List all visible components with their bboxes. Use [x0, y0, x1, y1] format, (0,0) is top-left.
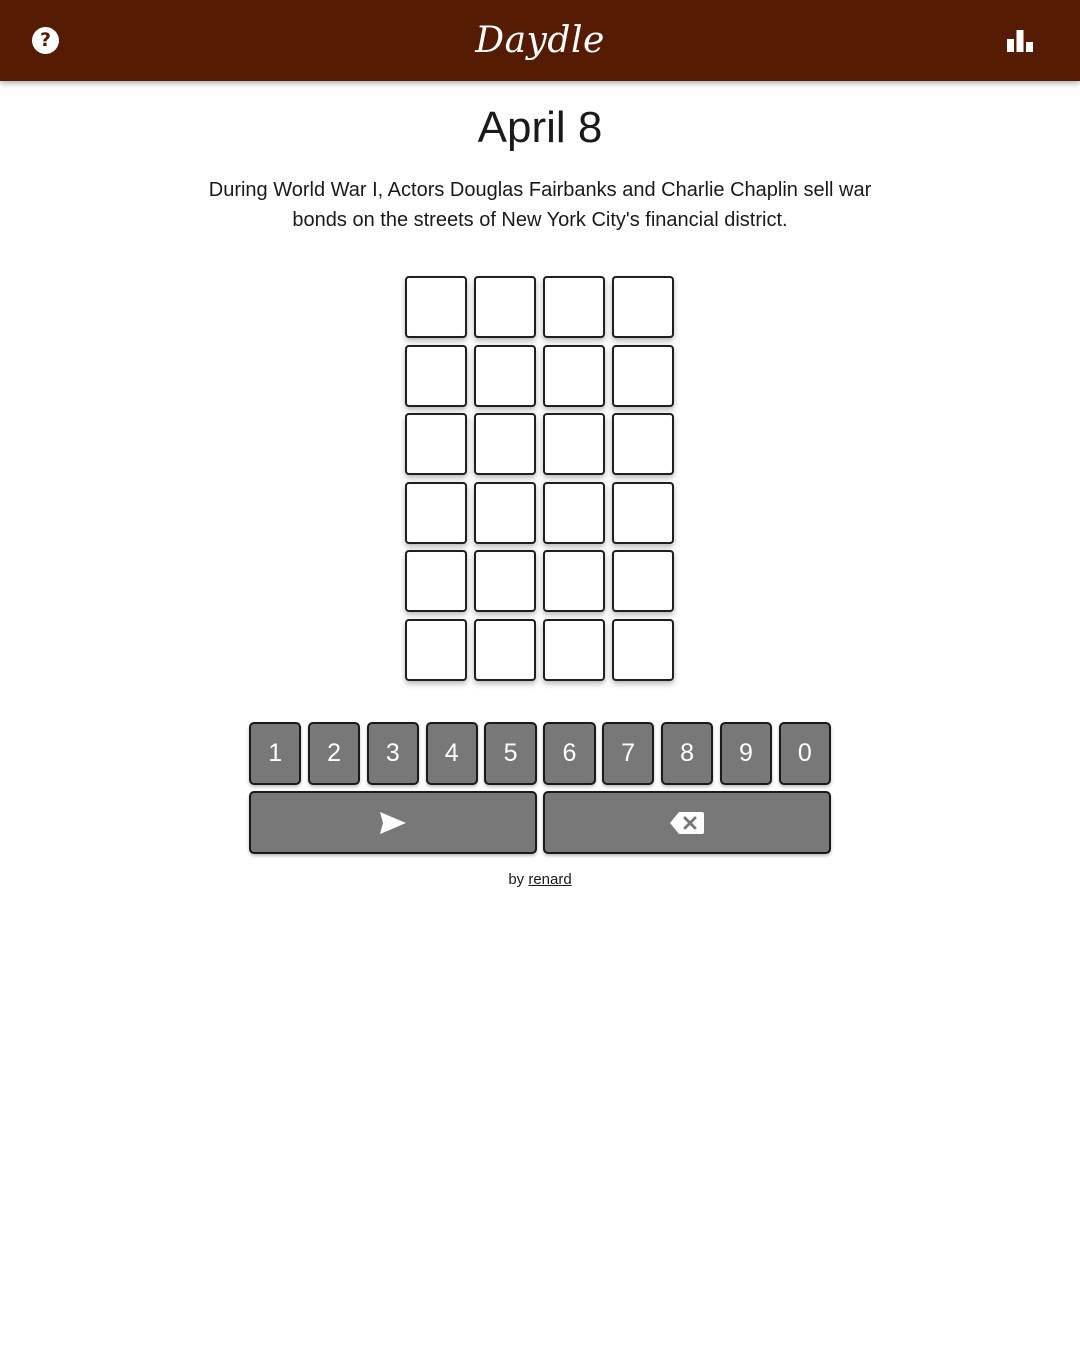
- app-header: [0, 0, 1080, 81]
- digit-key-9[interactable]: 9: [720, 722, 772, 785]
- guess-tile: [543, 345, 605, 407]
- digit-key-0[interactable]: 0: [779, 722, 831, 785]
- event-description: During World War I, Actors Douglas Fairbanks and Charlie Chaplin sell war bonds on the streets of New York City's financial district.: [208, 179, 872, 231]
- guess-tile: [405, 345, 467, 407]
- bar-chart-icon[interactable]: [1006, 29, 1034, 53]
- guess-tile: [474, 413, 536, 475]
- question-circle-icon[interactable]: ?: [32, 27, 59, 54]
- guess-tile: [612, 550, 674, 612]
- guess-tile: [543, 482, 605, 544]
- guess-tile: [474, 550, 536, 612]
- guess-tile: [543, 550, 605, 612]
- digit-key-row: [249, 722, 831, 785]
- guess-tile: [405, 550, 467, 612]
- guess-tile: [405, 276, 467, 338]
- digit-key-2[interactable]: 2: [308, 722, 360, 785]
- app-logo: Daydle: [475, 20, 605, 61]
- backspace-button[interactable]: [543, 791, 831, 854]
- backspace-icon: [670, 811, 704, 835]
- digit-key-7[interactable]: 7: [602, 722, 654, 785]
- byline-prefix: by: [508, 871, 525, 888]
- digit-key-1[interactable]: 1: [249, 722, 301, 785]
- guess-tile: [474, 482, 536, 544]
- guess-tile: [612, 413, 674, 475]
- digit-key-4[interactable]: 4: [426, 722, 478, 785]
- submit-button[interactable]: [249, 791, 537, 854]
- guess-tile: [474, 276, 536, 338]
- guess-tile: [543, 619, 605, 681]
- guess-tile: [612, 619, 674, 681]
- send-arrow-icon: [379, 811, 407, 835]
- guess-tile: [543, 413, 605, 475]
- guess-tile: [405, 413, 467, 475]
- puzzle-date: April 8: [477, 103, 603, 152]
- guess-tile: [543, 276, 605, 338]
- byline: [0, 871, 1080, 888]
- guess-board: [405, 276, 675, 683]
- guess-tile: [405, 619, 467, 681]
- author-link[interactable]: renard: [528, 871, 572, 888]
- guess-tile: [474, 619, 536, 681]
- action-key-row: [249, 791, 831, 854]
- digit-key-5[interactable]: 5: [484, 722, 536, 785]
- guess-tile: [612, 276, 674, 338]
- guess-tile: [474, 345, 536, 407]
- digit-key-6[interactable]: 6: [543, 722, 595, 785]
- guess-tile: [405, 482, 467, 544]
- guess-tile: [612, 345, 674, 407]
- number-keyboard: [249, 722, 831, 860]
- guess-tile: [612, 482, 674, 544]
- digit-key-8[interactable]: 8: [661, 722, 713, 785]
- digit-key-3[interactable]: 3: [367, 722, 419, 785]
